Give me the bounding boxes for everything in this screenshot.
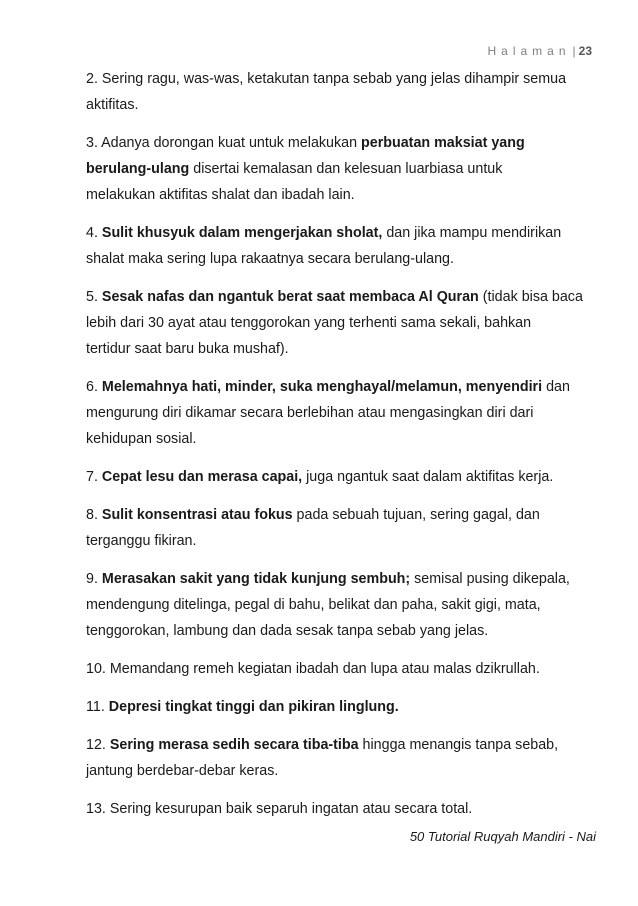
bold-text: Sulit konsentrasi atau fokus — [101, 507, 293, 523]
text-line — [86, 182, 600, 208]
bold-text: Sering merasa sedih secara tiba-tiba — [109, 737, 359, 753]
list-item — [86, 284, 600, 362]
text-segment: 9. — [86, 571, 102, 587]
text-segment: tertidur saat baru buka mushaf). — [86, 341, 289, 357]
text-segment: hingga menangis tanpa sebab, — [358, 737, 559, 753]
bold-text: perbuatan maksiat yang — [361, 135, 525, 151]
text-line — [86, 336, 600, 362]
list-item — [86, 220, 600, 272]
text-segment: dan jika mampu mendirikan — [382, 225, 562, 241]
text-segment: (tidak bisa baca — [478, 289, 583, 305]
text-segment: dan — [542, 379, 570, 395]
text-segment: jantung berdebar-debar keras. — [86, 763, 279, 779]
text-segment: 8. — [86, 507, 102, 523]
page-header — [487, 44, 592, 58]
bold-text: Merasakan sakit yang tidak kunjung sembuh; — [101, 571, 411, 587]
list-item — [86, 66, 600, 118]
bold-text: Depresi tingkat tinggi dan pikiran linglung. — [108, 699, 399, 715]
text-segment: lebih dari 30 ayat atau tenggorokan yang terhenti sama sekali, bahkan — [86, 315, 532, 331]
list-item — [86, 732, 600, 784]
text-segment: terganggu fikiran. — [86, 533, 197, 549]
page-footer: 50 Tutorial Ruqyah Mandiri - Nai — [409, 829, 596, 844]
text-line — [86, 618, 600, 644]
text-line — [86, 246, 600, 272]
text-segment: pada sebuah tujuan, sering gagal, dan — [292, 507, 540, 523]
text-segment: kehidupan sosial. — [86, 431, 197, 447]
text-segment: semisal pusing dikepala, — [410, 571, 570, 587]
text-segment: 11. — [86, 699, 109, 715]
list-item — [86, 566, 600, 644]
text-line — [86, 400, 600, 426]
text-segment: 13. Sering kesurupan baik separuh ingatan atau secara total. — [86, 801, 473, 817]
list-item — [86, 796, 600, 822]
list-item — [86, 374, 600, 452]
text-line — [86, 156, 600, 182]
page-number: 23 — [578, 44, 592, 58]
text-segment: mengurung diri dikamar secara berlebihan atau mengasingkan diri dari — [86, 405, 534, 421]
bold-text: Cepat lesu dan merasa capai, — [101, 469, 303, 485]
text-line — [86, 502, 600, 528]
text-line — [86, 284, 600, 310]
text-segment: shalat maka sering lupa rakaatnya secara berulang-ulang. — [86, 251, 454, 267]
text-segment: juga ngantuk saat dalam aktifitas kerja. — [302, 469, 554, 485]
text-segment: tenggorokan, lambung dan dada sesak tanpa sebab yang jelas. — [86, 623, 489, 639]
text-line — [86, 796, 600, 822]
text-segment: 10. Memandang remeh kegiatan ibadah dan lupa atau malas dzikrullah. — [86, 661, 540, 677]
bold-text: Sulit khusyuk dalam mengerjakan sholat, — [101, 225, 383, 241]
text-segment: 6. — [86, 379, 102, 395]
symptom-list — [86, 66, 600, 834]
text-line — [86, 310, 600, 336]
text-segment: 5. — [86, 289, 102, 305]
header-separator: | — [572, 44, 576, 58]
text-segment: aktifitas. — [86, 97, 139, 113]
text-line — [86, 464, 600, 490]
list-item — [86, 656, 600, 682]
text-line — [86, 758, 600, 784]
list-item — [86, 502, 600, 554]
text-line — [86, 92, 600, 118]
list-item — [86, 694, 600, 720]
text-line — [86, 592, 600, 618]
text-line — [86, 656, 600, 682]
text-line — [86, 220, 600, 246]
list-item — [86, 464, 600, 490]
text-line — [86, 732, 600, 758]
text-segment: 12. — [86, 737, 110, 753]
list-item — [86, 130, 600, 208]
text-segment: 4. — [86, 225, 102, 241]
text-line — [86, 66, 600, 92]
page-label: Halaman — [487, 44, 571, 58]
text-segment: melakukan aktifitas shalat dan ibadah lain. — [86, 187, 355, 203]
text-segment: disertai kemalasan dan kelesuan luarbiasa untuk — [189, 161, 503, 177]
text-line — [86, 694, 600, 720]
text-line — [86, 566, 600, 592]
text-segment: 2. Sering ragu, was-was, ketakutan tanpa sebab yang jelas dihampir semua — [86, 71, 567, 87]
text-line — [86, 374, 600, 400]
bold-text: Melemahnya hati, minder, suka menghayal/melamun, menyendiri — [101, 379, 543, 395]
text-line — [86, 426, 600, 452]
bold-text: Sesak nafas dan ngantuk berat saat membaca Al Quran — [101, 289, 479, 305]
text-segment: 3. Adanya dorongan kuat untuk melakukan — [86, 135, 362, 151]
text-segment: 7. — [86, 469, 102, 485]
text-line — [86, 130, 600, 156]
bold-text: berulang-ulang — [86, 161, 190, 177]
text-line — [86, 528, 600, 554]
text-segment: mendengung ditelinga, pegal di bahu, belikat dan paha, sakit gigi, mata, — [86, 597, 541, 613]
